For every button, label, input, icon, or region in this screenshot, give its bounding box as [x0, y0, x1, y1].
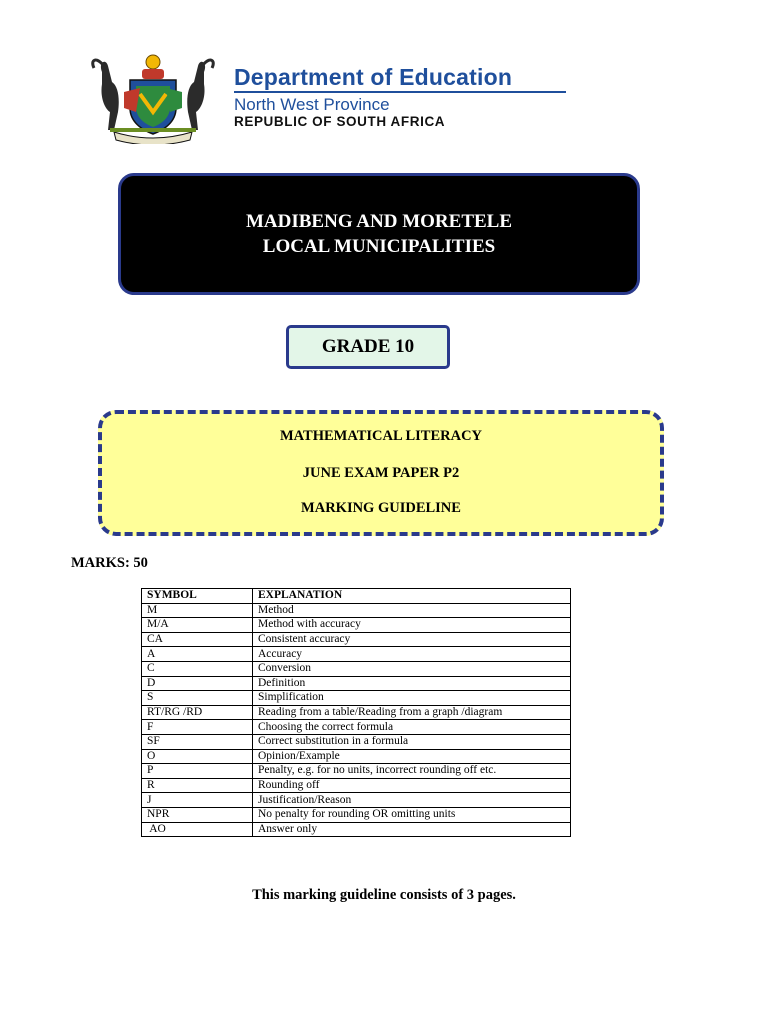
symbol-cell: R — [142, 778, 253, 793]
explanation-cell: Accuracy — [253, 647, 571, 662]
symbol-cell: SF — [142, 734, 253, 749]
municipality-banner — [118, 173, 640, 295]
explanation-cell: Rounding off — [253, 778, 571, 793]
explanation-cell: Method with accuracy — [253, 618, 571, 633]
explanation-cell: Method — [253, 603, 571, 618]
symbol-cell: S — [142, 691, 253, 706]
table-row — [142, 749, 571, 764]
municipality-line-1: MADIBENG AND MORETELE — [245, 211, 513, 232]
symbol-cell: M/A — [142, 618, 253, 633]
symbol-legend-table — [141, 588, 571, 837]
province-name: North West Province — [234, 95, 390, 114]
symbol-cell: C — [142, 661, 253, 676]
symbol-cell: CA — [142, 632, 253, 647]
table-row — [142, 618, 571, 633]
symbol-cell: NPR — [142, 807, 253, 822]
table-row — [142, 676, 571, 691]
symbol-cell: P — [142, 764, 253, 779]
symbol-cell: O — [142, 749, 253, 764]
subject-box — [98, 410, 664, 536]
table-row — [142, 764, 571, 779]
explanation-cell: Penalty, e.g. for no units, incorrect rounding off etc. — [253, 764, 571, 779]
department-logo — [72, 48, 577, 148]
grade-label: GRADE 10 — [286, 325, 450, 369]
explanation-cell: Simplification — [253, 691, 571, 706]
table-row — [142, 603, 571, 618]
symbol-cell: J — [142, 793, 253, 808]
page-count-note: This marking guideline consists of 3 pages. — [252, 887, 516, 903]
table-row — [142, 661, 571, 676]
table-row — [142, 632, 571, 647]
explanation-cell: No penalty for rounding OR omitting units — [253, 807, 571, 822]
explanation-cell: Choosing the correct formula — [253, 720, 571, 735]
symbol-cell: RT/RG /RD — [142, 705, 253, 720]
column-header-explanation: EXPLANATION — [253, 589, 571, 604]
explanation-cell: Answer only — [253, 822, 571, 837]
subject-name: MATHEMATICAL LITERACY — [279, 428, 483, 444]
table-row — [142, 793, 571, 808]
table-row — [142, 822, 571, 837]
explanation-cell: Correct substitution in a formula — [253, 734, 571, 749]
explanation-cell: Definition — [253, 676, 571, 691]
explanation-cell: Opinion/Example — [253, 749, 571, 764]
document-type: MARKING GUIDELINE — [301, 500, 461, 516]
total-marks: MARKS: 50 — [71, 555, 148, 571]
table-row — [142, 807, 571, 822]
symbol-cell: D — [142, 676, 253, 691]
table-row — [142, 720, 571, 735]
exam-paper: JUNE EXAM PAPER P2 — [302, 465, 460, 481]
table-header-row — [142, 589, 571, 604]
table-row — [142, 778, 571, 793]
table-row — [142, 691, 571, 706]
explanation-cell: Conversion — [253, 661, 571, 676]
country-name: REPUBLIC OF SOUTH AFRICA — [234, 114, 446, 129]
explanation-cell: Justification/Reason — [253, 793, 571, 808]
explanation-cell: Reading from a table/Reading from a graph /diagram — [253, 705, 571, 720]
explanation-cell: Consistent accuracy — [253, 632, 571, 647]
title-divider — [234, 91, 566, 93]
table-row — [142, 734, 571, 749]
symbol-cell: M — [142, 603, 253, 618]
symbol-cell: F — [142, 720, 253, 735]
table-row — [142, 705, 571, 720]
symbol-cell: AO — [142, 822, 253, 837]
table-row — [142, 647, 571, 662]
column-header-symbol: SYMBOL — [142, 589, 253, 604]
department-title: Department of Education — [234, 64, 513, 90]
symbol-cell: A — [142, 647, 253, 662]
municipality-line-2: LOCAL MUNICIPALITIES — [262, 236, 496, 257]
coat-of-arms-icon — [84, 52, 222, 144]
